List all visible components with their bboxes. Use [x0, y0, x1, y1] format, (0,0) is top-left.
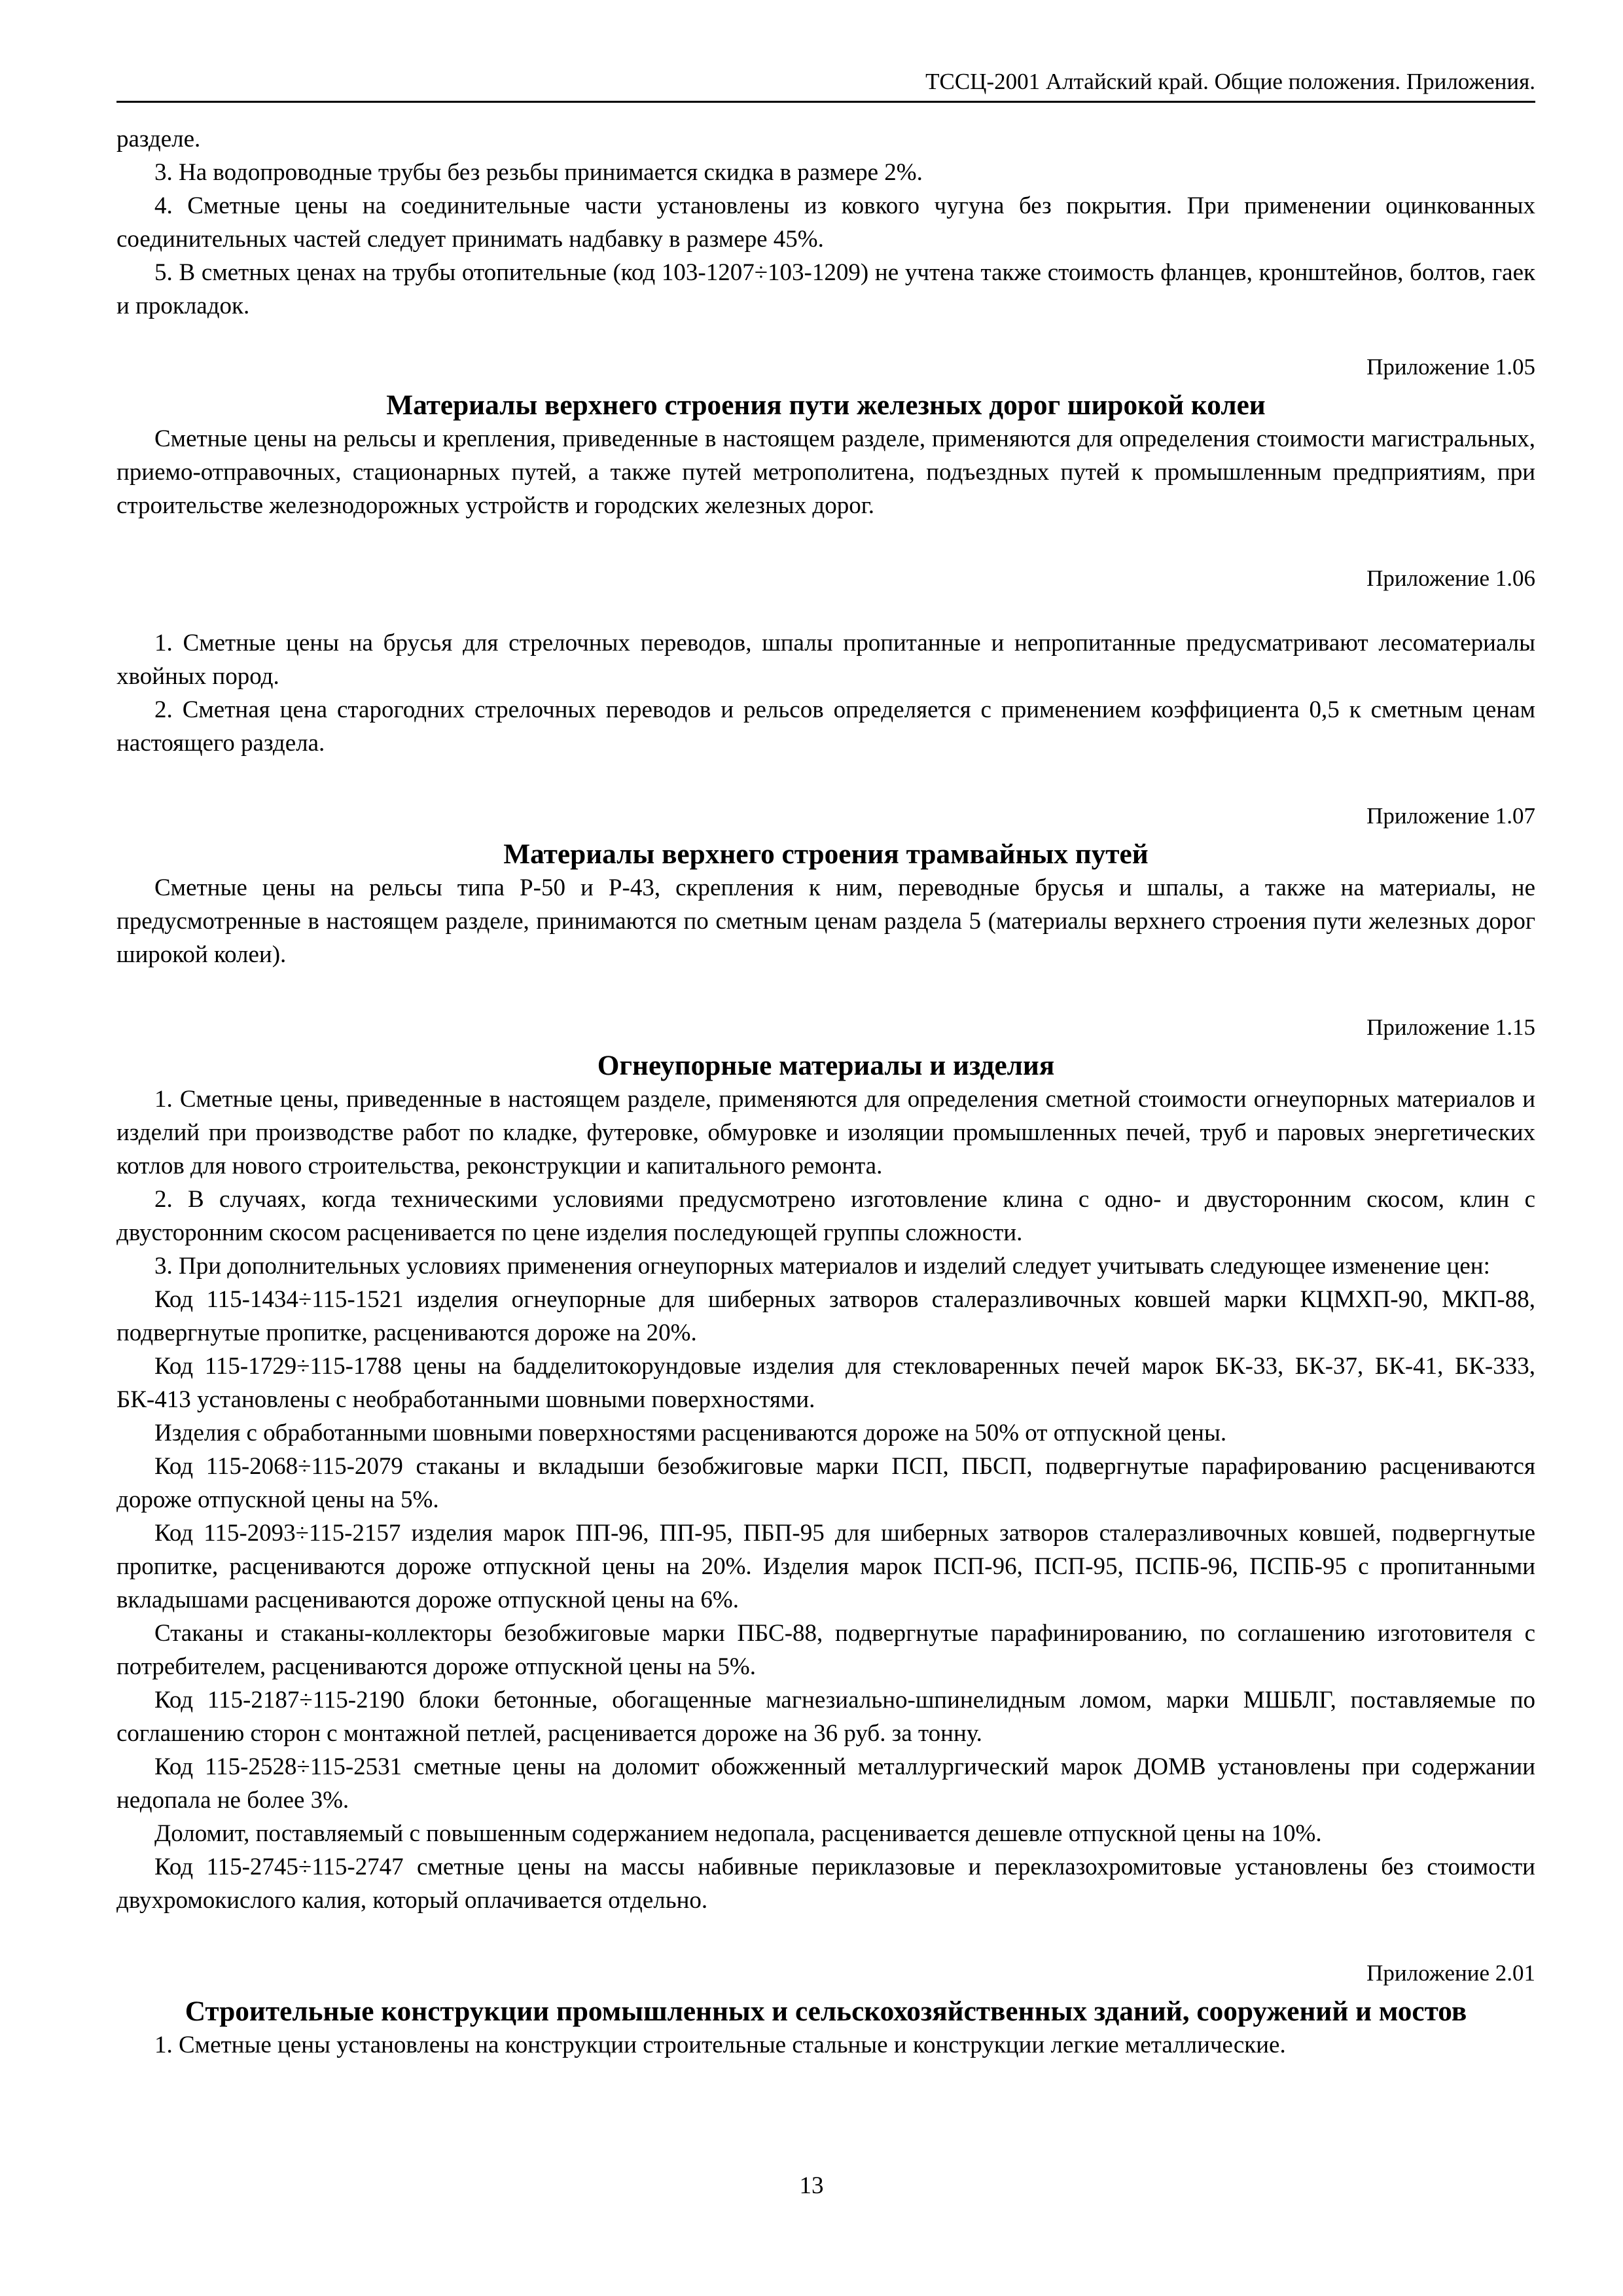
section-title-1-15: Огнеупорные материалы и изделия — [597, 1050, 1055, 1081]
section-paragraph: Код 115-1729÷115-1788 цены на бадделитокорундовые изделия для стекловаренных печей марок БК-33, БК-37, БК-41, БК-333, БК-413 установлены с необработанными шовными поверхностями. — [116, 1353, 1535, 1413]
section-title-1-05: Материалы верхнего строения пути железных дорог широкой колеи — [386, 389, 1266, 421]
intro-paragraph: 5. В сметных ценах на трубы отопительные (код 103-1207÷103-1209) не учтена также стоимость фланцев, кронштейнов, болтов, гаек и прокладок. — [116, 259, 1535, 319]
appendix-label-1-05: Приложение 1.05 — [1366, 354, 1535, 380]
section-paragraph: 1. Сметные цены, приведенные в настоящем разделе, применяются для определения сметной стоимости огнеупорных материалов и изделий при производстве работ по кладке, футеровке, обмуровке и изоляции промышленных печей, труб и паровых энергетических котлов для нового строительства, реконструкции и капитального ремонта. — [116, 1086, 1535, 1179]
section-paragraph: Сметные цены на рельсы типа Р-50 и Р-43, скрепления к ним, переводные брусья и шпалы, а также на материалы, не предусмотренные в настоящем разделе, принимаются по сметным ценам раздела 5 (материалы верхнего строения пути железных дорог широкой колеи). — [116, 874, 1535, 968]
section-paragraph: Код 115-1434÷115-1521 изделия огнеупорные для шиберных затворов сталеразливочных ковшей марки КЦМХП-90, МКП-88, подвергнутые пропитке, расцениваются дороже на 20%. — [116, 1286, 1535, 1346]
appendix-label-2-01: Приложение 2.01 — [1366, 1960, 1535, 1986]
running-header: ТССЦ-2001 Алтайский край. Общие положения. Приложения. — [116, 65, 1535, 103]
section-paragraph: Код 115-2187÷115-2190 блоки бетонные, обогащенные магнезиально-шпинелидным ломом, марки МШБЛГ, поставляемые по соглашению сторон с монтажной петлей, расценивается дороже на 36 руб. за тонну. — [116, 1687, 1535, 1747]
section-paragraph: 3. При дополнительных условиях применения огнеупорных материалов и изделий следует учитывать следующее изменение цен: — [154, 1253, 1490, 1280]
section-paragraph: Код 115-2528÷115-2531 сметные цены на доломит обожженный металлургический марок ДОМВ установлены при содержании недопала не более 3%. — [116, 1753, 1535, 1814]
section-title-2-01: Строительные конструкции промышленных и сельскохозяйственных зданий, сооружений и мостов — [185, 1996, 1467, 2027]
section-paragraph: Код 115-2745÷115-2747 сметные цены на массы набивные периклазовые и переклазохромитовые установлены без стоимости двухромокислого калия, который оплачивается отдельно. — [116, 1854, 1535, 1914]
section-paragraph: Сметные цены на рельсы и крепления, приведенные в настоящем разделе, применяются для определения стоимости магистральных, приемо-отправочных, стационарных путей, а также путей метрополитена, подъездных путей к промышленным предприятиям, при строительстве железнодорожных устройств и городских железных дорог. — [116, 425, 1535, 519]
intro-paragraph: 4. Сметные цены на соединительные части установлены из ковкого чугуна без покрытия. При применении оцинкованных соединительных частей следует принимать надбавку в размере 45%. — [116, 192, 1535, 253]
spacer — [116, 600, 1535, 626]
page-number: 13 — [799, 2172, 824, 2199]
document-body — [116, 122, 1535, 2062]
intro-paragraph: 3. На водопроводные трубы без резьбы принимается скидка в размере 2%. — [154, 159, 923, 186]
appendix-label-1-07: Приложение 1.07 — [1366, 803, 1535, 829]
section-paragraph: Доломит, поставляемый с повышенным содержанием недопала, расценивается дешевле отпускной цены на 10%. — [154, 1820, 1322, 1847]
section-paragraph: Код 115-2068÷115-2079 стаканы и вкладыши безобжиговые марки ПСП, ПБСП, подвергнутые парафированию расцениваются дороже отпускной цены на 5%. — [116, 1453, 1535, 1513]
section-paragraph: Стаканы и стаканы-коллекторы безобжиговые марки ПБС-88, подвергнутые парафинированию, по соглашению изготовителя с потребителем, расцениваются дороже отпускной цены на 5%. — [116, 1620, 1535, 1680]
section-paragraph: 1. Сметные цены установлены на конструкции строительные стальные и конструкции легкие металлические. — [154, 2032, 1286, 2058]
section-paragraph: 2. В случаях, когда техническими условиями предусмотрено изготовление клина с одно- и двусторонним скосом, клин с двусторонним скосом расценивается по цене изделия последующей группы сложности. — [116, 1186, 1535, 1246]
section-paragraph: Код 115-2093÷115-2157 изделия марок ПП-96, ПП-95, ПБП-95 для шиберных затворов сталеразливочных ковшей, подвергнутые пропитке, расцениваются дороже отпускной цены на 20%. Изделия марок ПСП-96, ПСП-95, ПСПБ-96, ПСПБ-95 с пропитанными вкладышами расцениваются дороже отпускной цены на 6%. — [116, 1520, 1535, 1613]
page — [116, 65, 1535, 2062]
appendix-label-1-15: Приложение 1.15 — [1366, 1014, 1535, 1040]
section-paragraph: Изделия с обработанными шовными поверхностями расцениваются дороже на 50% от отпускной цены. — [154, 1420, 1227, 1446]
intro-paragraph: разделе. — [116, 126, 201, 152]
section-title-1-07: Материалы верхнего строения трамвайных путей — [503, 838, 1149, 870]
appendix-label-1-06: Приложение 1.06 — [1366, 565, 1535, 591]
section-paragraph: 1. Сметные цены на брусья для стрелочных переводов, шпалы пропитанные и непропитанные предусматривают лесоматериалы хвойных пород. — [116, 630, 1535, 690]
section-paragraph: 2. Сметная цена старогодних стрелочных переводов и рельсов определяется с применением коэффициента 0,5 к сметным ценам настоящего раздела. — [116, 696, 1535, 757]
